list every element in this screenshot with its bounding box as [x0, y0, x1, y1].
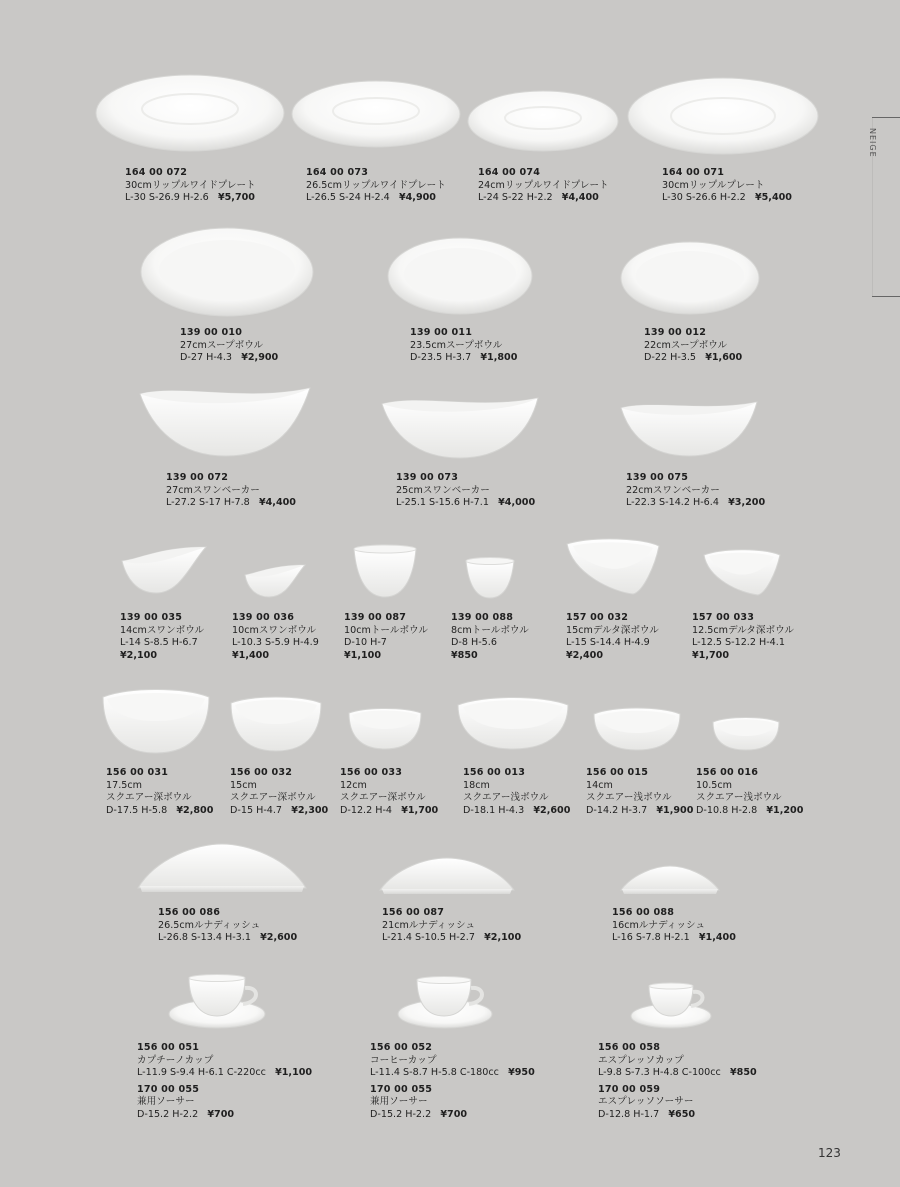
product-name: スクエアー深ボウル — [230, 792, 316, 804]
product-name: 21cmルナディッシュ — [382, 919, 476, 931]
product-name: スクエアー深ボウル — [340, 792, 426, 804]
product-name: 25cmスワンベーカー — [396, 484, 490, 496]
product-price: ¥2,900 — [241, 352, 279, 364]
product-size: 17.5cm — [106, 779, 142, 791]
product-price: ¥1,600 — [705, 352, 743, 364]
product-price: ¥2,600 — [533, 804, 571, 816]
product-code: 156 00 087 — [382, 907, 445, 918]
product-caption — [340, 767, 438, 817]
product-price: ¥2,100 — [120, 649, 158, 661]
product-caption — [344, 612, 428, 662]
plate-image — [627, 76, 819, 156]
product-caption — [463, 767, 570, 817]
product-price: ¥2,800 — [176, 804, 214, 816]
tall-bowl-image — [464, 556, 516, 602]
product-code: 156 00 058 — [598, 1042, 661, 1053]
product-price: ¥1,900 — [656, 804, 694, 816]
luna-dish-image — [619, 864, 721, 896]
product-name: コーヒーカップ — [370, 1054, 437, 1066]
product-price: ¥1,400 — [698, 932, 736, 944]
product-code: 139 00 035 — [120, 612, 183, 623]
product-price: ¥1,100 — [275, 1067, 313, 1079]
product-name: スクエアー浅ボウル — [696, 792, 782, 804]
product-spec: L-15 S-14.4 H-4.9 — [566, 637, 650, 649]
product-code: 156 00 032 — [230, 767, 293, 778]
product-caption — [451, 612, 529, 662]
saucer-spec: D-15.2 H-2.2 — [370, 1108, 432, 1120]
product-price: ¥1,700 — [692, 649, 730, 661]
product-caption — [180, 327, 278, 365]
product-spec: D-8 H-5.6 — [451, 637, 497, 649]
saucer-price: ¥650 — [668, 1108, 696, 1120]
product-name: カプチーノカップ — [137, 1054, 214, 1066]
product-code: 164 00 072 — [125, 167, 188, 178]
product-spec: L-30 S-26.6 H-2.2 — [662, 192, 746, 204]
product-name: スクエアー深ボウル — [106, 792, 192, 804]
product-code: 139 00 087 — [344, 612, 407, 623]
saucer-name: 兼用ソーサー — [137, 1096, 195, 1108]
product-caption — [586, 767, 693, 817]
product-code: 139 00 036 — [232, 612, 295, 623]
product-spec: L-26.8 S-13.4 H-3.1 — [158, 932, 251, 944]
product-name: スクエアー浅ボウル — [586, 792, 672, 804]
product-name: 15cmデルタ深ボウル — [566, 624, 659, 636]
product-price: ¥2,400 — [566, 649, 604, 661]
product-caption — [230, 767, 328, 817]
product-spec: L-9.8 S-7.3 H-4.8 C-100cc — [598, 1067, 721, 1079]
product-caption — [612, 907, 736, 945]
product-price: ¥950 — [508, 1067, 535, 1079]
product-caption — [696, 767, 803, 817]
product-caption — [626, 472, 765, 510]
product-caption — [478, 167, 609, 205]
product-name: 10cmトールボウル — [344, 624, 428, 636]
swan-bowl-image — [243, 563, 307, 601]
product-price: ¥2,100 — [484, 932, 522, 944]
product-code: 139 00 088 — [451, 612, 514, 623]
product-spec: L-14 S-8.5 H-6.7 — [120, 637, 198, 649]
product-code: 156 00 086 — [158, 907, 221, 918]
product-price: ¥850 — [729, 1067, 757, 1079]
square-shallow-bowl-image — [710, 716, 782, 754]
product-caption — [137, 1042, 312, 1122]
product-caption — [106, 767, 213, 817]
saucer-name: エスプレッソソーサー — [598, 1096, 694, 1108]
square-shallow-bowl-image — [454, 695, 572, 753]
product-size: 15cm — [230, 779, 257, 791]
product-name: 16cmルナディッシュ — [612, 919, 706, 931]
luna-dish-image — [378, 856, 516, 896]
swan-bowl-image — [120, 545, 208, 597]
product-name: 22cmスワンベーカー — [626, 484, 720, 496]
product-spec: L-27.2 S-17 H-7.8 — [166, 497, 250, 509]
product-code: 139 00 072 — [166, 472, 229, 483]
product-code: 139 00 075 — [626, 472, 689, 483]
product-code: 139 00 073 — [396, 472, 459, 483]
delta-bowl-image — [563, 536, 663, 598]
product-spec: L-11.9 S-9.4 H-6.1 C-220cc — [137, 1067, 266, 1079]
product-name: エスプレッソカップ — [598, 1054, 684, 1066]
delta-bowl-image — [700, 547, 782, 599]
square-shallow-bowl-image — [591, 706, 683, 754]
product-spec: L-24 S-22 H-2.2 — [478, 192, 553, 204]
product-price: ¥1,700 — [401, 804, 439, 816]
product-spec: L-30 S-26.9 H-2.6 — [125, 192, 209, 204]
product-name: 26.5cmルナディッシュ — [158, 919, 261, 931]
product-name: 24cmリップルワイドプレート — [478, 179, 609, 191]
product-caption — [396, 472, 535, 510]
product-price: ¥4,400 — [561, 192, 599, 204]
product-name: 27cmスープボウル — [180, 339, 264, 351]
product-name: 22cmスープボウル — [644, 339, 728, 351]
side-tab-bottom-line — [872, 296, 900, 297]
product-caption — [382, 907, 521, 945]
product-spec: D-17.5 H-5.8 — [106, 804, 168, 816]
product-spec: L-25.1 S-15.6 H-7.1 — [396, 497, 489, 509]
swan-baker-image — [619, 398, 761, 460]
product-spec: D-18.1 H-4.3 — [463, 804, 525, 816]
product-price: ¥5,700 — [217, 192, 255, 204]
product-size: 14cm — [586, 779, 613, 791]
cup-saucer-image — [397, 976, 495, 1032]
product-code: 156 00 033 — [340, 767, 403, 778]
product-spec: L-16 S-7.8 H-2.1 — [612, 932, 690, 944]
product-name: 26.5cmリップルワイドプレート — [306, 179, 446, 191]
saucer-spec: D-12.8 H-1.7 — [598, 1108, 660, 1120]
product-spec: L-22.3 S-14.2 H-6.4 — [626, 497, 719, 509]
product-price: ¥5,400 — [754, 192, 792, 204]
product-price: ¥4,400 — [258, 497, 296, 509]
product-code: 157 00 032 — [566, 612, 629, 623]
product-caption — [232, 612, 319, 662]
product-name: 12.5cmデルタ深ボウル — [692, 624, 794, 636]
product-name: 10cmスワンボウル — [232, 624, 317, 636]
square-bowl-image — [99, 687, 213, 757]
product-spec: D-10 H-7 — [344, 637, 387, 649]
saucer-name: 兼用ソーサー — [370, 1096, 428, 1108]
product-size: 18cm — [463, 779, 490, 791]
series-label: NEIGE — [868, 128, 877, 158]
product-code: 139 00 011 — [410, 327, 473, 338]
soup-bowl-image — [620, 240, 760, 316]
product-price: ¥1,100 — [344, 649, 382, 661]
product-price: ¥1,200 — [766, 804, 804, 816]
product-price: ¥1,800 — [480, 352, 518, 364]
product-spec: D-22 H-3.5 — [644, 352, 697, 364]
product-code: 156 00 015 — [586, 767, 649, 778]
product-spec: L-12.5 S-12.2 H-4.1 — [692, 637, 785, 649]
product-code: 156 00 088 — [612, 907, 675, 918]
product-spec: D-10.8 H-2.8 — [696, 804, 758, 816]
side-tab-top-line — [872, 117, 900, 118]
saucer-price: ¥700 — [440, 1108, 468, 1120]
product-caption — [158, 907, 297, 945]
product-size: 10.5cm — [696, 779, 732, 791]
product-code: 164 00 074 — [478, 167, 541, 178]
product-spec: L-21.4 S-10.5 H-2.7 — [382, 932, 475, 944]
product-price: ¥4,000 — [498, 497, 536, 509]
luna-dish-image — [136, 842, 308, 894]
product-caption — [598, 1042, 757, 1122]
soup-bowl-image — [140, 226, 314, 318]
product-name: 30cmリップルプレート — [662, 179, 765, 191]
product-price: ¥4,900 — [398, 192, 436, 204]
tall-bowl-image — [352, 543, 418, 601]
product-spec: D-27 H-4.3 — [180, 352, 233, 364]
saucer-spec: D-15.2 H-2.2 — [137, 1108, 199, 1120]
product-code: 157 00 033 — [692, 612, 755, 623]
plate-image — [467, 90, 619, 152]
product-caption — [644, 327, 742, 365]
product-name: 27cmスワンベーカー — [166, 484, 260, 496]
product-spec: L-10.3 S-5.9 H-4.9 — [232, 637, 319, 649]
page-number: 123 — [818, 1146, 841, 1160]
product-code: 156 00 013 — [463, 767, 526, 778]
product-caption — [370, 1042, 535, 1122]
product-price: ¥2,600 — [260, 932, 298, 944]
product-price: ¥1,400 — [232, 649, 270, 661]
product-code: 156 00 051 — [137, 1042, 200, 1053]
plate-image — [291, 80, 461, 150]
product-caption — [120, 612, 204, 662]
product-name: 8cmトールボウル — [451, 624, 529, 636]
square-bowl-image — [228, 695, 324, 755]
product-caption — [692, 612, 794, 662]
cup-saucer-image — [631, 982, 715, 1030]
product-caption — [566, 612, 659, 662]
plate-image — [95, 73, 285, 153]
product-name: 30cmリップルワイドプレート — [125, 179, 256, 191]
product-code: 139 00 012 — [644, 327, 707, 338]
product-code: 164 00 073 — [306, 167, 369, 178]
square-bowl-image — [346, 707, 424, 753]
product-caption — [410, 327, 517, 365]
product-code: 164 00 071 — [662, 167, 725, 178]
product-spec: D-14.2 H-3.7 — [586, 804, 648, 816]
product-name: スクエアー浅ボウル — [463, 792, 549, 804]
product-spec: L-26.5 S-24 H-2.4 — [306, 192, 390, 204]
swan-baker-image — [380, 392, 542, 462]
saucer-price: ¥700 — [207, 1108, 235, 1120]
product-name: 14cmスワンボウル — [120, 624, 205, 636]
saucer-code: 170 00 055 — [370, 1083, 433, 1095]
soup-bowl-image — [387, 236, 533, 316]
product-price: ¥850 — [451, 649, 478, 661]
product-name: 23.5cmスープボウル — [410, 339, 503, 351]
product-spec: L-11.4 S-8.7 H-5.8 C-180cc — [370, 1067, 499, 1079]
product-code: 156 00 052 — [370, 1042, 433, 1053]
product-spec: D-12.2 H-4 — [340, 804, 393, 816]
saucer-code: 170 00 059 — [598, 1083, 661, 1095]
product-caption — [306, 167, 446, 205]
product-code: 156 00 016 — [696, 767, 759, 778]
product-size: 12cm — [340, 779, 367, 791]
product-code: 156 00 031 — [106, 767, 169, 778]
product-price: ¥3,200 — [728, 497, 766, 509]
product-code: 139 00 010 — [180, 327, 243, 338]
product-price: ¥2,300 — [291, 804, 329, 816]
product-caption — [166, 472, 296, 510]
product-caption — [125, 167, 256, 205]
swan-baker-image — [138, 384, 314, 460]
cup-saucer-image — [167, 974, 267, 1032]
saucer-code: 170 00 055 — [137, 1083, 200, 1095]
product-spec: D-15 H-4.7 — [230, 804, 283, 816]
product-caption — [662, 167, 792, 205]
product-spec: D-23.5 H-3.7 — [410, 352, 472, 364]
